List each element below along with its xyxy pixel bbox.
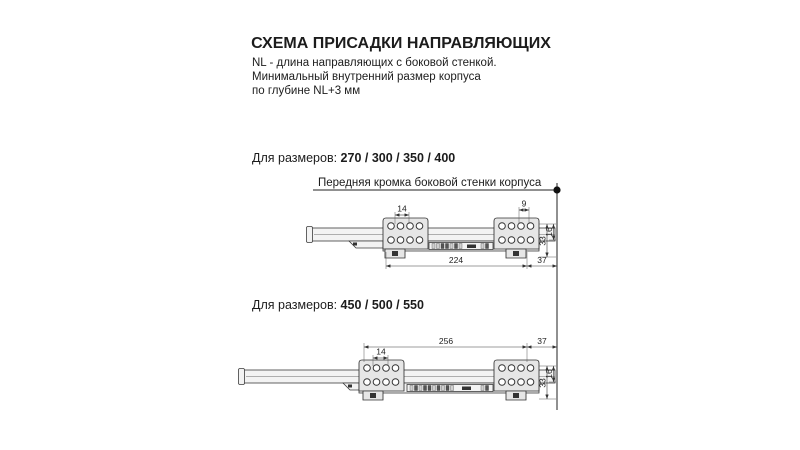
- roller: [428, 386, 431, 391]
- mounting-hole: [407, 223, 414, 230]
- mounting-hole: [499, 365, 506, 372]
- bracket-slot: [513, 393, 519, 398]
- mounting-hole: [499, 237, 506, 244]
- dimension-value: 37: [537, 336, 547, 346]
- dimension-value: 33: [537, 236, 548, 246]
- roller: [446, 386, 449, 391]
- cage-label: [467, 245, 476, 249]
- scheme-title: СХЕМА ПРИСАДКИ НАПРАВЛЯЮЩИХ: [251, 35, 551, 52]
- roller: [419, 386, 422, 391]
- rail-front-cap: [239, 369, 245, 385]
- mounting-hole: [397, 237, 404, 244]
- mounting-hole: [508, 365, 515, 372]
- mounting-hole: [388, 237, 395, 244]
- roller: [451, 386, 454, 391]
- mounting-hole: [392, 365, 399, 372]
- mounting-hole: [527, 237, 534, 244]
- dimension-value: 224: [448, 255, 464, 265]
- mounting-hole: [373, 379, 380, 386]
- mounting-hole: [527, 365, 534, 372]
- roller: [459, 244, 462, 249]
- mounting-hole: [383, 379, 390, 386]
- roller: [410, 386, 413, 391]
- size-caption-values: 270 / 300 / 350 / 400: [340, 151, 456, 165]
- dimension-value: 14: [376, 346, 386, 357]
- note-line-2: Минимальный внутренний размер корпуса: [252, 71, 481, 83]
- roller: [433, 386, 436, 391]
- roller: [481, 386, 484, 391]
- front-edge-label: Передняя кромка боковой стенки корпуса: [318, 177, 542, 189]
- mounting-hole: [364, 379, 371, 386]
- mounting-hole: [508, 379, 515, 386]
- front-edge-dot: [553, 186, 560, 193]
- cage-label: [462, 387, 471, 391]
- mounting-hole: [518, 365, 525, 372]
- mounting-hole: [518, 379, 525, 386]
- roller: [437, 386, 440, 391]
- dimension-edge-offset: [527, 336, 557, 347]
- roller: [432, 244, 435, 249]
- roller: [424, 386, 427, 391]
- dimension-value: 33: [537, 378, 548, 388]
- dimension-value: 14: [397, 203, 407, 214]
- front-bracket: [359, 360, 404, 400]
- dimension-edge-offset: [527, 255, 557, 266]
- roller: [486, 386, 489, 391]
- mounting-hole: [397, 223, 404, 230]
- roller: [455, 244, 458, 249]
- stopper-latch: [348, 385, 352, 388]
- mounting-hole: [518, 223, 525, 230]
- dimension-value: 9: [521, 198, 527, 209]
- size-caption-prefix: Для размеров:: [252, 298, 338, 312]
- size-caption-prefix: Для размеров:: [252, 151, 338, 165]
- mounting-hole: [416, 237, 423, 244]
- mounting-hole: [416, 223, 423, 230]
- size-caption: [252, 298, 424, 312]
- mounting-hole: [407, 237, 414, 244]
- size-caption-values: 450 / 500 / 550: [340, 298, 424, 312]
- dimension-value: 16: [544, 227, 554, 237]
- mounting-hole: [373, 365, 380, 372]
- front-bracket: [383, 218, 428, 258]
- roller: [450, 244, 453, 249]
- dimension-value: 256: [438, 336, 454, 346]
- stopper-latch: [353, 243, 357, 246]
- bracket-slot: [513, 251, 519, 256]
- mounting-hole: [508, 237, 515, 244]
- roller: [481, 244, 484, 249]
- mounting-hole: [527, 379, 534, 386]
- roller: [486, 244, 489, 249]
- ball-cage: [407, 385, 493, 392]
- note-line-3: по глубине NL+3 мм: [252, 85, 361, 97]
- roller: [441, 244, 444, 249]
- rail-front-cap: [307, 227, 313, 243]
- scheme-large-sizes: [239, 298, 558, 400]
- bracket-slot: [370, 393, 376, 398]
- roller: [437, 244, 440, 249]
- mounting-hole: [388, 223, 395, 230]
- roller: [446, 244, 449, 249]
- mounting-hole: [364, 365, 371, 372]
- dimension-bracket-spacing: [364, 336, 527, 362]
- mounting-hole: [392, 379, 399, 386]
- mounting-hole: [499, 223, 506, 230]
- mounting-hole: [508, 223, 515, 230]
- rear-bracket: [494, 360, 539, 400]
- mounting-hole: [383, 365, 390, 372]
- roller: [442, 386, 445, 391]
- rear-bracket: [494, 218, 539, 258]
- mounting-hole: [518, 237, 525, 244]
- bracket-slot: [392, 251, 398, 256]
- ball-cage: [429, 243, 493, 250]
- size-caption: [252, 151, 455, 165]
- dimension-value: 16: [544, 369, 554, 379]
- mounting-hole: [499, 379, 506, 386]
- scheme-small-sizes: [252, 151, 557, 269]
- dimension-value: 37: [537, 255, 547, 265]
- roller: [415, 386, 418, 391]
- note-line-1: NL - длина направляющих с боковой стенкой.: [252, 57, 497, 69]
- mounting-hole: [527, 223, 534, 230]
